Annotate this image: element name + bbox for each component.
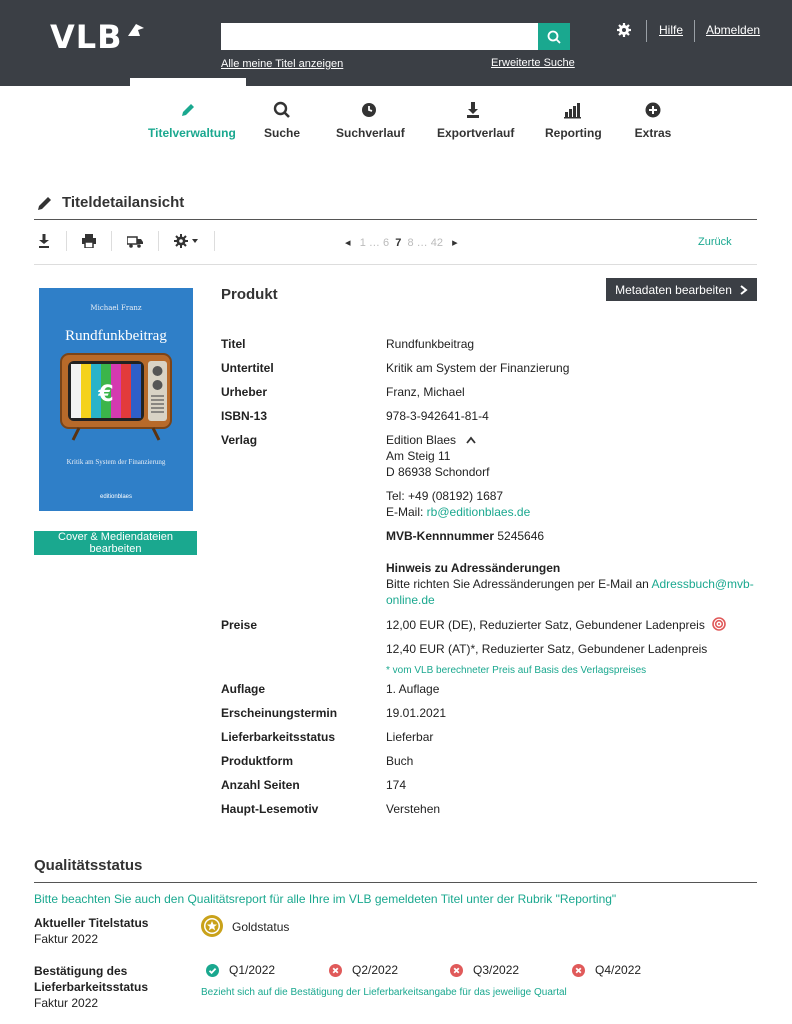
field-label: Titel (221, 337, 246, 351)
current-status-value: Goldstatus (232, 920, 290, 934)
toolbar-divider (214, 231, 215, 251)
price-de (386, 617, 726, 633)
page-link[interactable]: 8 (407, 237, 414, 249)
quarter-label: Q3/2022 (473, 963, 520, 977)
publisher-address-street: Am Steig 11 (386, 449, 451, 463)
search-button[interactable] (538, 23, 570, 50)
pagination (345, 236, 458, 249)
quarter-status-q2 (329, 963, 398, 977)
quarter-note: Bezieht sich auf die Bestätigung der Lieferbarkeitsangabe für das jeweilige Quartal (201, 987, 567, 998)
quality-heading: Qualitätsstatus (34, 857, 143, 874)
truck-icon[interactable] (127, 234, 143, 248)
publisher-email-link[interactable]: rb@editionblaes.de (426, 505, 531, 519)
publisher-email-row (386, 504, 530, 520)
quarter-label: Q2/2022 (352, 963, 399, 977)
price-de-text: 12,00 EUR (DE), Reduzierter Satz, Gebundener Ladenpreis (386, 618, 705, 632)
active-tab-indicator (130, 78, 246, 86)
nav-label: Titelverwaltung (148, 126, 236, 140)
svg-text:€: € (98, 382, 114, 407)
field-label: Preise (221, 618, 258, 632)
field-value-isbn: 978-3-942641-81-4 (386, 409, 489, 423)
cover-title: Rundfunkbeitrag (65, 328, 167, 344)
field-label: Auflage (221, 682, 266, 696)
page-link[interactable]: 6 (382, 237, 390, 249)
page-title: Titeldetailansicht (62, 194, 185, 211)
search-input[interactable] (221, 23, 539, 50)
television-illustration (59, 352, 173, 442)
field-label: Urheber (221, 385, 268, 399)
pencil-icon (178, 100, 198, 120)
field-label: Anzahl Seiten (221, 778, 300, 792)
nav-exportverlauf[interactable] (437, 100, 515, 140)
confirm-status-sub: Faktur 2022 (34, 996, 99, 1010)
book-cover (39, 288, 193, 511)
header-divider (646, 20, 647, 42)
pencil-icon (36, 194, 54, 212)
gold-star-icon (200, 914, 224, 938)
prev-page-icon[interactable]: ◂ (345, 237, 351, 249)
hint-text: Bitte richten Sie Adressänderungen per E-Mail an (386, 577, 652, 591)
toolbar-divider (158, 231, 159, 251)
quarter-status-q4 (572, 963, 641, 977)
plus-circle-icon (643, 100, 663, 120)
nav-suche[interactable] (262, 100, 302, 140)
field-label: Untertitel (221, 361, 274, 375)
advanced-search-link[interactable]: Erweiterte Suche (491, 57, 575, 69)
hint-email-link-continued[interactable]: online.de (386, 593, 435, 607)
page-link[interactable]: 42 (430, 237, 443, 249)
cover-subtitle: Kritik am System der Finanzierung (66, 458, 166, 466)
field-label: Erscheinungstermin (221, 706, 338, 720)
logout-link[interactable]: Abmelden (706, 23, 761, 37)
mvb-value: 5245646 (497, 529, 545, 543)
field-label: Haupt-Lesemotiv (221, 802, 319, 816)
chevron-right-icon (740, 285, 748, 295)
nav-label: Suche (263, 126, 300, 140)
field-value-seiten: 174 (386, 778, 407, 792)
vlb-logo[interactable]: VLB (50, 18, 123, 56)
product-heading: Produkt (221, 286, 278, 303)
confirm-status-label: Bestätigung des (34, 964, 128, 978)
nav-label: Reporting (545, 126, 602, 140)
nav-label: Extras (634, 126, 672, 140)
current-status-label: Aktueller Titelstatus (34, 916, 149, 930)
header-divider (694, 20, 695, 42)
nav-suchverlauf[interactable] (336, 100, 405, 140)
publisher-address-city: D 86938 Schondorf (386, 465, 490, 479)
target-icon (712, 617, 726, 631)
field-label: Lieferbarkeitsstatus (221, 730, 336, 744)
publisher-phone: Tel: +49 (08192) 1687 (386, 489, 504, 503)
edit-metadata-label: Metadaten bearbeiten (615, 282, 732, 297)
top-header (0, 0, 792, 86)
chevron-up-icon[interactable] (465, 436, 477, 444)
all-titles-link[interactable]: Alle meine Titel anzeigen (221, 58, 344, 70)
mvb-row (386, 528, 544, 544)
edit-cover-button[interactable]: Cover & Mediendateien bearbeiten (34, 531, 197, 555)
download-icon[interactable] (36, 234, 52, 248)
nav-label: Suchverlauf (336, 126, 405, 140)
field-label: ISBN-13 (221, 409, 268, 423)
nav-label: Exportverlauf (437, 126, 515, 140)
nav-titelverwaltung[interactable] (148, 100, 236, 140)
toolbar-divider (111, 231, 112, 251)
confirm-status-label-2: Lieferbarkeitsstatus (34, 980, 149, 994)
title-divider (34, 219, 757, 220)
field-label: Verlag (221, 433, 258, 447)
cover-author: Michael Franz (90, 304, 142, 312)
error-circle-icon (450, 964, 463, 977)
price-note: * vom VLB berechneter Preis auf Basis des Verlagspreises (386, 665, 647, 676)
error-circle-icon (329, 964, 342, 977)
edit-metadata-button[interactable] (606, 278, 757, 301)
nav-reporting[interactable] (545, 100, 602, 140)
hint-email-link[interactable]: Adressbuch@mvb- (651, 577, 754, 591)
email-prefix: E-Mail: (386, 505, 427, 519)
error-circle-icon (572, 964, 585, 977)
check-circle-icon (206, 964, 219, 977)
settings-dropdown-icon[interactable] (174, 234, 200, 248)
toolbar-divider-line (34, 264, 757, 265)
toolbar-divider (66, 231, 67, 251)
quarter-label: Q4/2022 (595, 963, 642, 977)
address-hint-title: Hinweis zu Adressänderungen (386, 561, 561, 575)
current-status-sub: Faktur 2022 (34, 932, 99, 946)
clock-icon (359, 100, 379, 120)
download-icon (463, 100, 483, 120)
search-icon (547, 30, 561, 44)
field-value-lesemotiv: Verstehen (386, 802, 441, 816)
price-at: 12,40 EUR (AT)*, Reduzierter Satz, Gebundener Ladenpreis (386, 642, 708, 656)
logo-mark-icon (126, 22, 146, 38)
field-value-urheber: Franz, Michael (386, 385, 465, 399)
back-link[interactable]: Zurück (698, 236, 732, 248)
field-value-lieferbarkeit: Lieferbar (386, 730, 434, 744)
gear-icon[interactable] (616, 22, 632, 38)
field-value-untertitel: Kritik am System der Finanzierung (386, 361, 570, 375)
search-icon (272, 100, 292, 120)
field-label: Produktform (221, 754, 293, 768)
field-value-verlag (386, 432, 477, 448)
publisher-name: Edition Blaes (386, 433, 457, 447)
cover-publisher: editionblaes (99, 494, 133, 500)
field-value-titel: Rundfunkbeitrag (386, 337, 475, 351)
next-page-icon[interactable]: ▸ (452, 237, 458, 249)
field-value-produktform: Buch (386, 754, 414, 768)
quality-divider (34, 882, 757, 883)
nav-extras[interactable] (632, 100, 674, 140)
current-page: 7 (395, 237, 402, 249)
field-value-auflage: 1. Auflage (386, 682, 440, 696)
page-link[interactable]: 1 (359, 237, 366, 249)
page-ellipsis: … (368, 237, 380, 249)
quality-note[interactable]: Bitte beachten Sie auch den Qualitätsreport für alle Ihre im VLB gemeldeten Titel unter der Rubrik "Reporting" (34, 892, 617, 906)
page-ellipsis: … (416, 237, 428, 249)
printer-icon[interactable] (81, 234, 97, 248)
quarter-status-q1 (206, 963, 275, 977)
address-hint-text (386, 576, 756, 592)
quarter-status-q3 (450, 963, 519, 977)
quarter-label: Q1/2022 (229, 963, 276, 977)
bar-chart-icon (562, 100, 582, 120)
help-link[interactable]: Hilfe (659, 23, 684, 37)
field-value-termin: 19.01.2021 (386, 706, 447, 720)
mvb-label: MVB-Kennnummer (386, 529, 495, 543)
